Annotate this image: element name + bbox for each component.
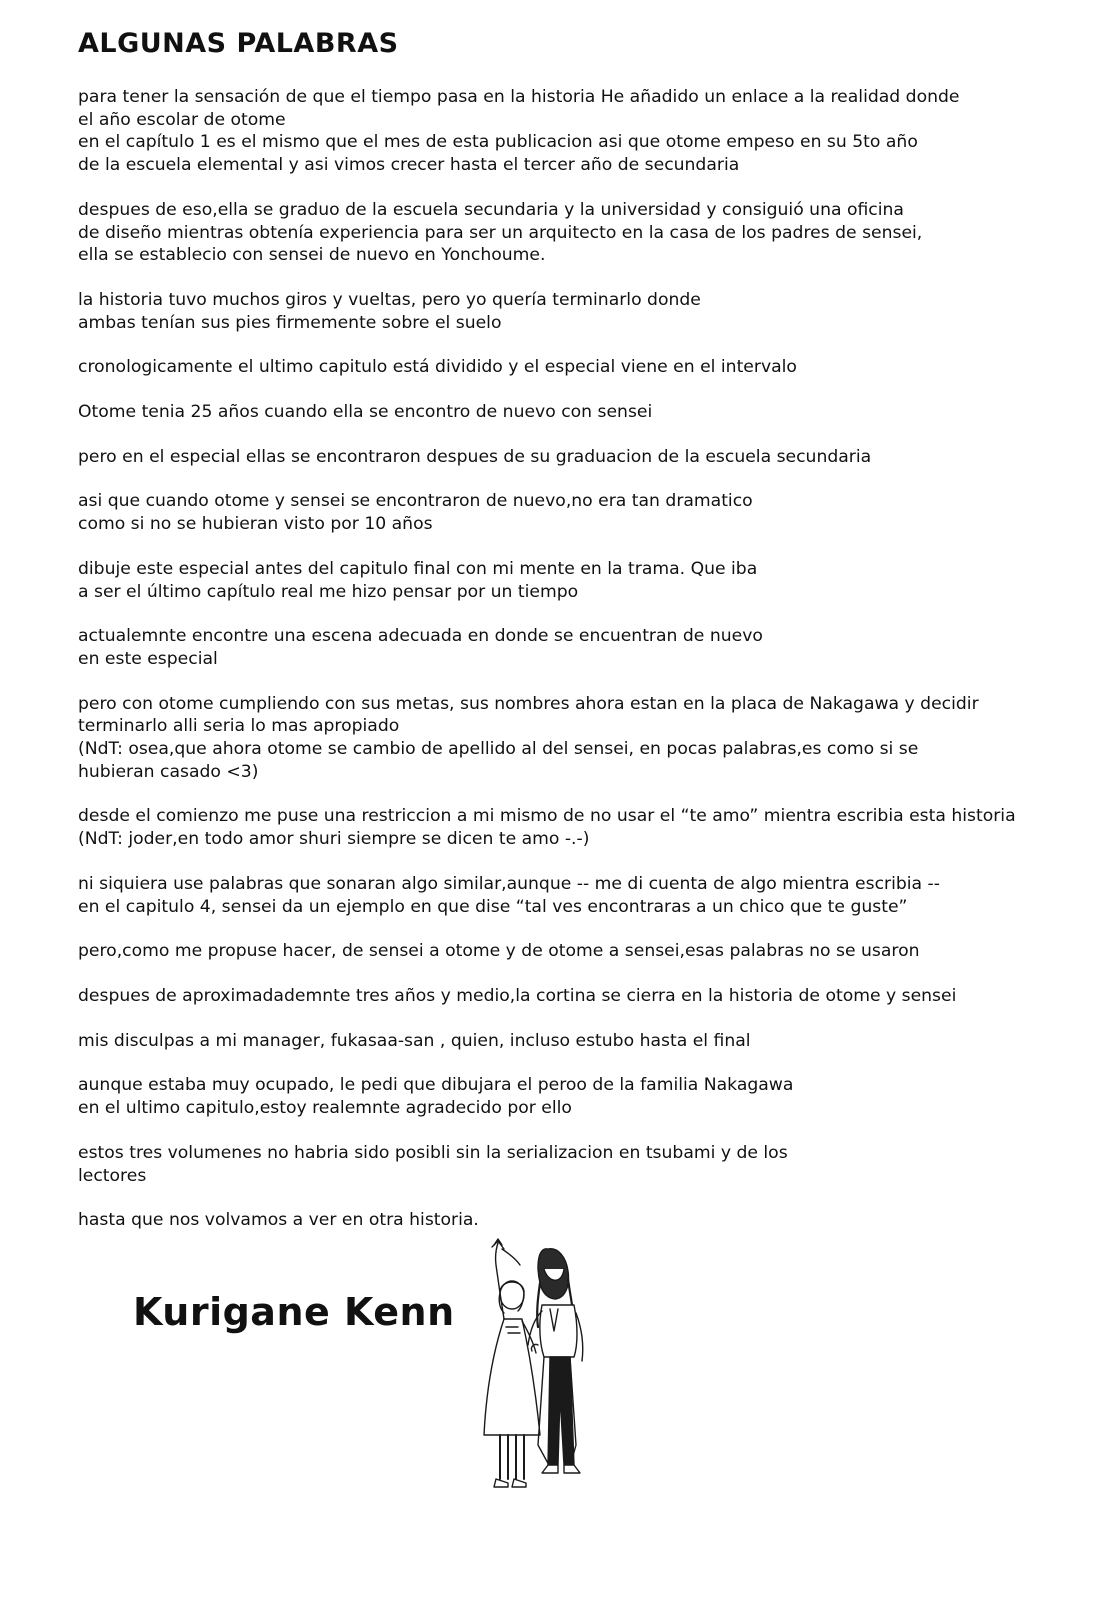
text-line: de diseño mientras obtenía experiencia para ser un arquitecto en la casa de los padres de sensei, <box>78 222 923 243</box>
paragraph <box>78 693 1078 784</box>
paragraph <box>78 490 1078 535</box>
text-line: terminarlo alli seria lo mas apropiado <box>78 716 400 737</box>
paragraph <box>78 199 1078 267</box>
text-line: mis disculpas a mi manager, fukasaa-san , quien, incluso estubo hasta el final <box>78 1030 751 1051</box>
paragraph <box>78 940 1078 963</box>
text-line: el año escolar de otome <box>78 109 286 130</box>
text-line: en este especial <box>78 648 218 669</box>
text-line: en el ultimo capitulo,estoy realemnte agradecido por ello <box>78 1098 572 1119</box>
text-line: cronologicamente el ultimo capitulo está dividido y el especial viene en el intervalo <box>78 357 797 378</box>
paragraph <box>78 1209 1078 1232</box>
paragraph <box>78 558 1078 603</box>
text-line: como si no se hubieran visto por 10 años <box>78 514 433 535</box>
text-line: ni siquiera use palabras que sonaran algo similar,aunque -- me di cuenta de algo mientra escribia -- <box>78 873 940 894</box>
text-line: actualemnte encontre una escena adecuada en donde se encuentran de nuevo <box>78 626 763 647</box>
text-line: (NdT: osea,que ahora otome se cambio de apellido al del sensei, en pocas palabras,es como si se <box>78 739 919 760</box>
text-line: desde el comienzo me puse una restriccion a mi mismo de no usar el “te amo” mientra escribia esta historia <box>78 806 1016 827</box>
text-line: de la escuela elemental y asi vimos crecer hasta el tercer año de secundaria <box>78 155 740 176</box>
text-line: lectores <box>78 1165 147 1186</box>
paragraph <box>78 446 1078 469</box>
page-title: ALGUNAS PALABRAS <box>78 28 399 59</box>
text-line: pero en el especial ellas se encontraron despues de su graduacion de la escuela secundaria <box>78 446 872 467</box>
paragraph <box>78 401 1078 424</box>
text-line: (NdT: joder,en todo amor shuri siempre se dicen te amo -.-) <box>78 829 590 850</box>
text-line: pero con otome cumpliendo con sus metas, sus nombres ahora estan en la placa de Nakagawa y decidir <box>78 693 979 714</box>
text-line: despues de eso,ella se graduo de la escuela secundaria y la universidad y consiguió una oficina <box>78 199 904 220</box>
text-line: la historia tuvo muchos giros y vueltas, pero yo quería terminarlo donde <box>78 289 701 310</box>
text-line: pero,como me propuse hacer, de sensei a otome y de otome a sensei,esas palabras no se usaron <box>78 941 920 962</box>
two-girls-waving-illustration <box>478 1235 628 1505</box>
author-signature: Kurigane Kenn <box>133 1290 455 1334</box>
text-line: a ser el último capítulo real me hizo pensar por un tiempo <box>78 581 579 602</box>
paragraph <box>78 1142 1078 1187</box>
text-line: hasta que nos volvamos a ver en otra historia. <box>78 1210 479 1231</box>
text-line: dibuje este especial antes del capitulo final con mi mente en la trama. Que iba <box>78 558 758 579</box>
text-line: aunque estaba muy ocupado, le pedi que dibujara el peroo de la familia Nakagawa <box>78 1075 794 1096</box>
paragraph <box>78 1030 1078 1053</box>
text-line: ambas tenían sus pies firmemente sobre el suelo <box>78 312 502 333</box>
text-line: Otome tenia 25 años cuando ella se encontro de nuevo con sensei <box>78 402 653 423</box>
paragraph <box>78 86 1078 177</box>
text-line: ella se establecio con sensei de nuevo en Yonchoume. <box>78 245 546 266</box>
text-line: despues de aproximadademnte tres años y medio,la cortina se cierra en la historia de otome y sensei <box>78 985 957 1006</box>
text-line: en el capitulo 4, sensei da un ejemplo en que dise “tal ves encontraras a un chico que te guste” <box>78 896 908 917</box>
afterword-text <box>78 86 1078 1254</box>
text-line: en el capítulo 1 es el mismo que el mes de esta publicacion asi que otome empeso en su 5to año <box>78 132 918 153</box>
text-line: estos tres volumenes no habria sido posibli sin la serializacion en tsubami y de los <box>78 1142 788 1163</box>
text-line: hubieran casado <3) <box>78 761 259 782</box>
paragraph <box>78 985 1078 1008</box>
paragraph <box>78 1074 1078 1119</box>
text-line: asi que cuando otome y sensei se encontraron de nuevo,no era tan dramatico <box>78 491 753 512</box>
paragraph <box>78 873 1078 918</box>
paragraph <box>78 356 1078 379</box>
paragraph <box>78 289 1078 334</box>
paragraph <box>78 805 1078 850</box>
text-line: para tener la sensación de que el tiempo pasa en la historia He añadido un enlace a la realidad donde <box>78 87 960 107</box>
paragraph <box>78 625 1078 670</box>
